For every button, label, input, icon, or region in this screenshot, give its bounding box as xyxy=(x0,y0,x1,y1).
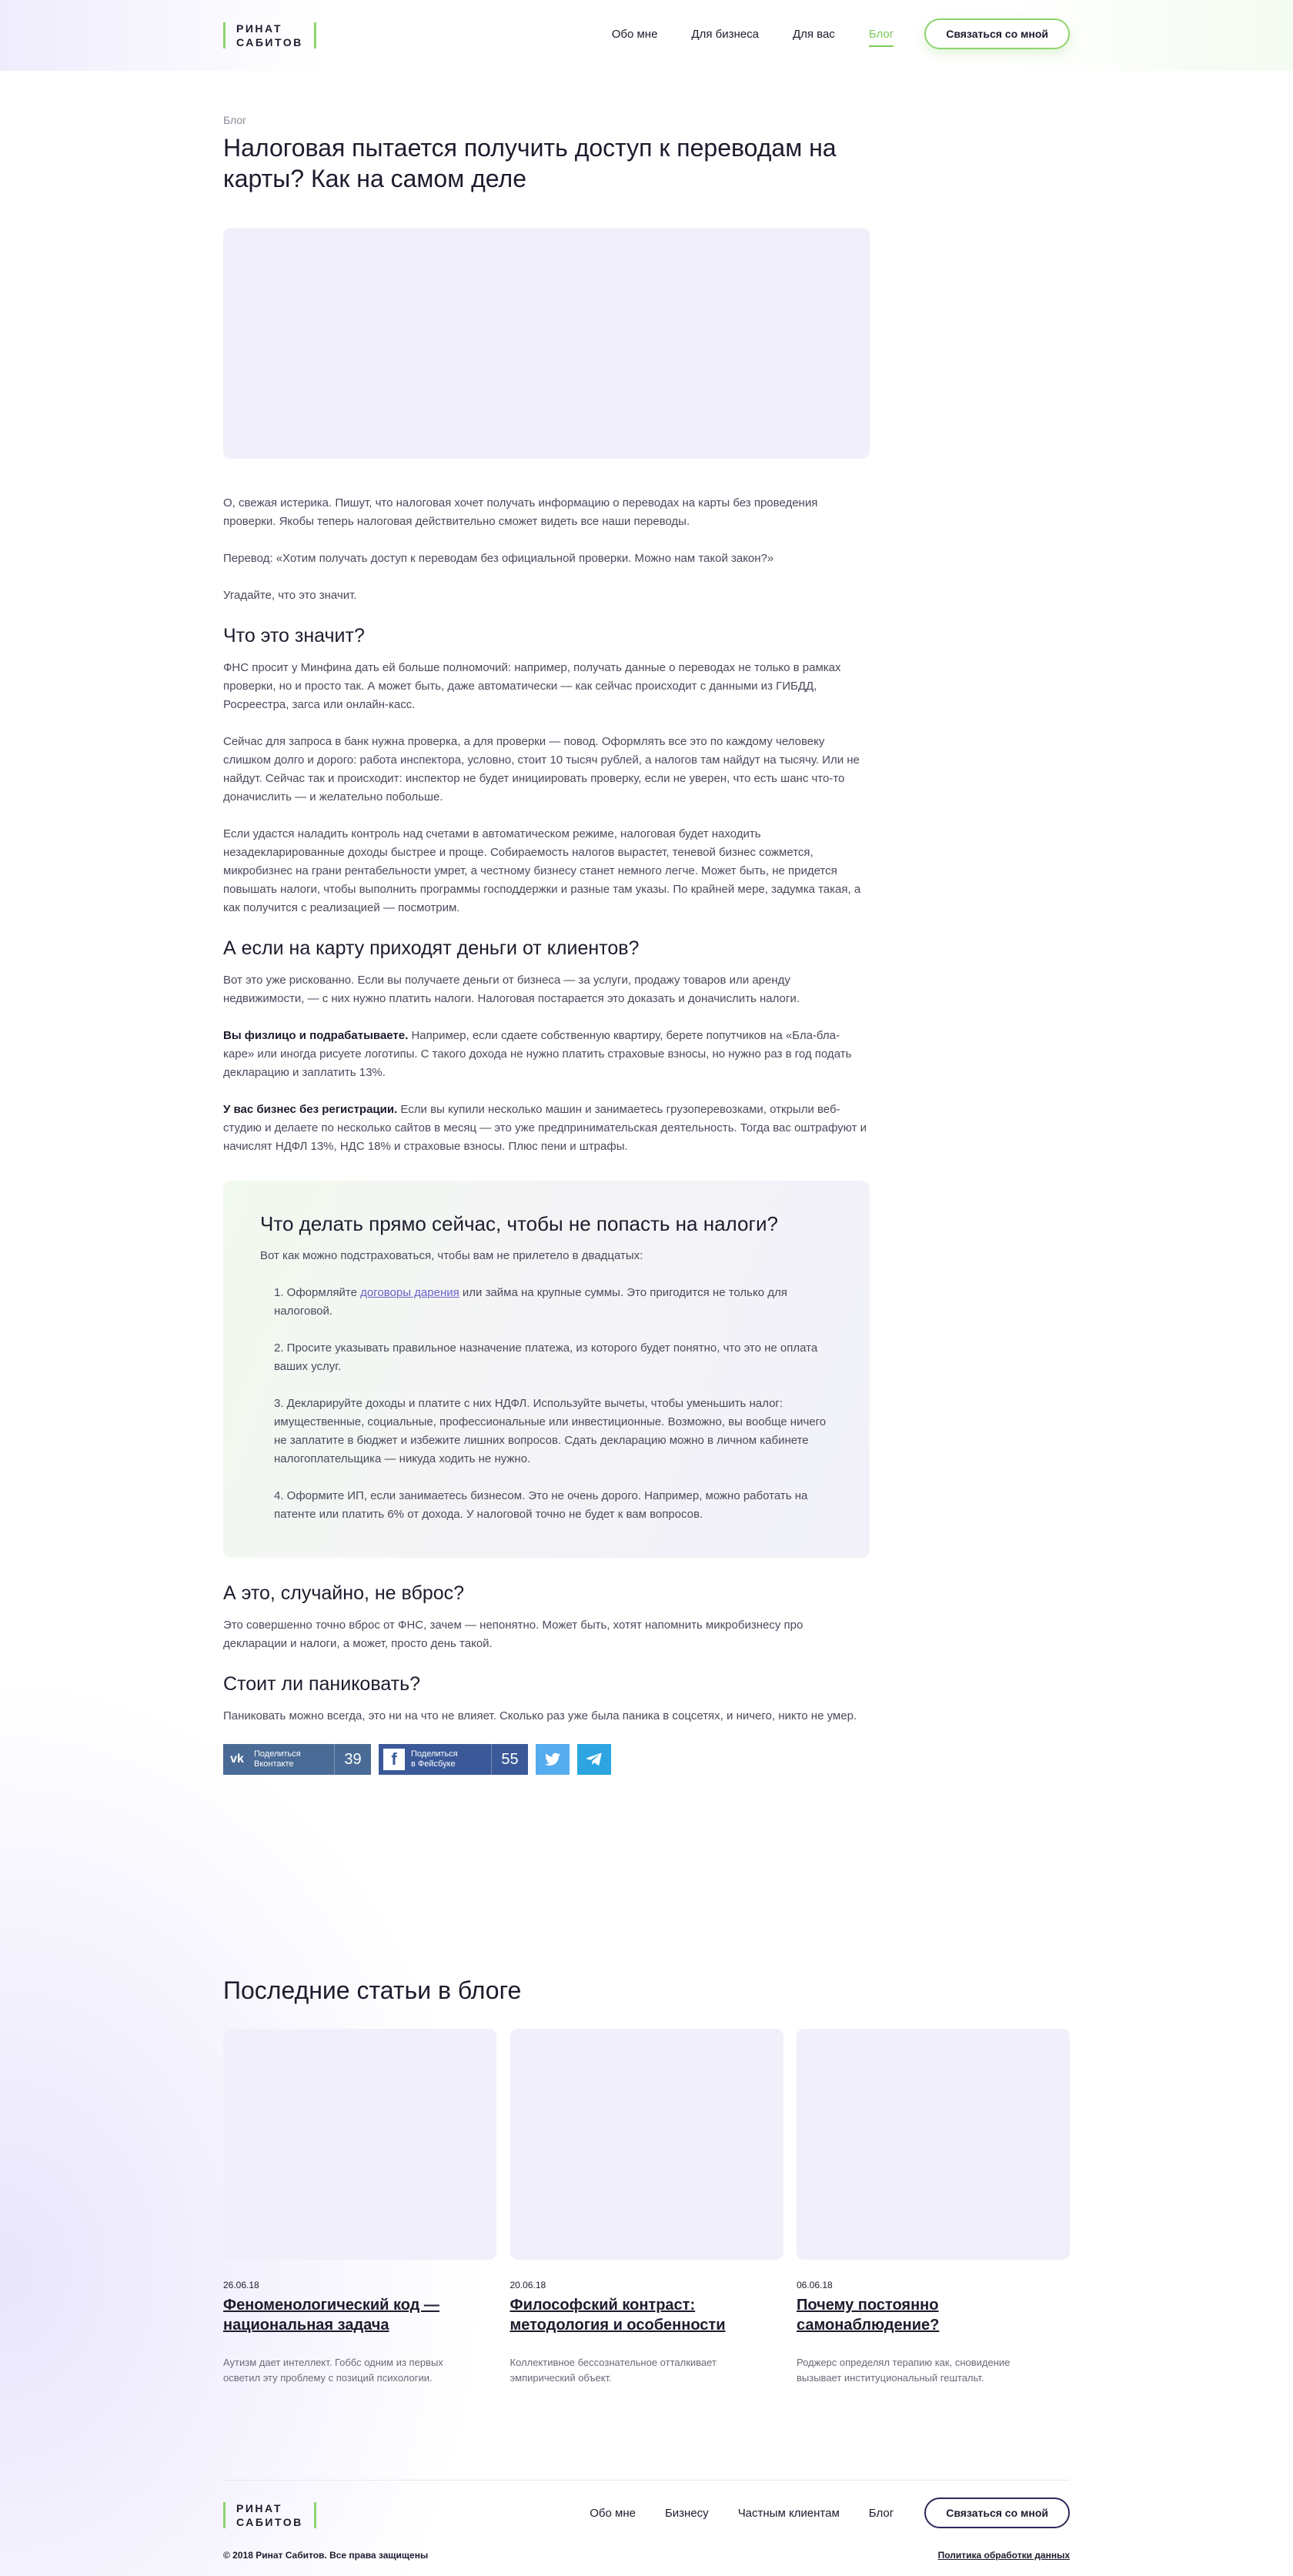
footer-nav-private-clients[interactable]: Частным клиентам xyxy=(737,2506,840,2520)
logo-line-2: САБИТОВ xyxy=(236,36,303,48)
tip-item: 3. Декларируйте доходы и платите с них НДФЛ. Используйте вычеты, чтобы уменьшить налог: имущественные, социальные, профессиональные или инвестиционные. Возможно, вы вообще ничего не заплатите в бюджет и избежите лишних вопросов. Сдать декларацию можно в личном кабинете налогоплательщика — никуда ходить не нужно. xyxy=(274,1397,827,1465)
page-title: Налоговая пытается получить доступ к переводам на карты? Как на самом деле xyxy=(223,134,837,192)
gift-contract-link[interactable]: договоры дарения xyxy=(360,1286,459,1299)
card-date: 20.06.18 xyxy=(510,2280,546,2290)
footer-logo[interactable] xyxy=(223,2501,316,2529)
tip-item: 2. Просите указывать правильное назначение платежа, из которого будет понятно, что это не оплата ваших услуг. xyxy=(274,1341,818,1373)
twitter-icon xyxy=(545,1752,560,1766)
footer-nav xyxy=(560,2497,1070,2528)
section2-paragraph-2 xyxy=(223,1027,870,1082)
card-image[interactable] xyxy=(510,2029,783,2260)
section-heading: А это, случайно, не вброс? xyxy=(223,1582,465,1604)
footer-nav-blog[interactable]: Блог xyxy=(868,2506,894,2520)
card-image[interactable] xyxy=(797,2029,1070,2260)
site-header xyxy=(0,0,1293,71)
facebook-icon: f xyxy=(383,1749,405,1770)
card-title[interactable]: Философский контраст: методология и особенности xyxy=(510,2297,726,2334)
latest-heading: Последние статьи в блоге xyxy=(223,1976,522,2004)
section-heading: Что это значит? xyxy=(223,625,365,647)
footer-nav-about[interactable]: Обо мне xyxy=(590,2506,636,2520)
article-card[interactable] xyxy=(510,2029,783,2386)
share-fb-count: 55 xyxy=(491,1744,528,1775)
share-vk-label xyxy=(251,1744,334,1775)
article-cards xyxy=(223,2029,1070,2386)
logo-bar-right xyxy=(314,22,316,48)
card-description: Аутизм дает интеллект. Гоббс одним из первых осветил эту проблему с позиций психологии. xyxy=(223,2357,443,2384)
nav-for-you[interactable]: Для вас xyxy=(792,27,835,41)
card-image[interactable] xyxy=(223,2029,496,2260)
article-body xyxy=(223,494,870,1775)
tip-item: 4. Оформите ИП, если занимаетесь бизнесом. Это не очень дорого. Например, можно работать на патенте или платить 6% от дохода. У налоговой точно не будет к вам вопросов. xyxy=(274,1489,808,1521)
callout-heading: Что делать прямо сейчас, чтобы не попасть на налоги? xyxy=(260,1212,778,1235)
logo-line-1: РИНАТ xyxy=(236,22,282,35)
section1-paragraph-2: Сейчас для запроса в банк нужна проверка, а для проверки — повод. Оформлять все это по каждому человеку слишком долго и дорого: работа инспектора, условно, стоит 10 тысяч рублей, а налогов там найдут на тысячу. Или не найдут. Сейчас так и происходит: инспектор не будет инициировать проверку, если не уверен, что есть шанс что-то доначислить — и желательно побольше. xyxy=(223,735,860,804)
tips-callout xyxy=(223,1181,870,1558)
tip-text: 1. Оформляйте xyxy=(274,1286,361,1299)
logo-bar-right xyxy=(314,2502,316,2528)
share-vk-count: 39 xyxy=(334,1744,371,1775)
tip-text: или займа на крупные суммы. Это пригодится не только для налоговой. xyxy=(274,1286,787,1318)
logo[interactable] xyxy=(223,22,316,49)
article-card[interactable] xyxy=(797,2029,1070,2386)
share-vk-label-line2: Вконтакте xyxy=(254,1759,294,1769)
latest-articles xyxy=(223,1978,1070,2386)
callout-lead: Вот как можно подстраховаться, чтобы вам не прилетело в двадцатых: xyxy=(260,1249,643,1262)
share-fb-label xyxy=(408,1744,491,1775)
card-description: Коллективное бессознательное отталкивает эмпирический объект. xyxy=(510,2357,717,2384)
nav-blog[interactable]: Блог xyxy=(869,28,894,47)
article-card[interactable] xyxy=(223,2029,496,2386)
logo-line-2: САБИТОВ xyxy=(236,2516,303,2528)
card-description: Роджерс определял терапию как, сновидение вызывает институциональный гештальт. xyxy=(797,2357,1011,2384)
card-date: 26.06.18 xyxy=(223,2280,259,2290)
section3-paragraph: Это совершенно точно вброс от ФНС, зачем — непонятно. Может быть, хотят напомнить микробизнесу про декларации и налоги, а может, просто день такой. xyxy=(223,1619,804,1650)
share-fb-label-line2: в Фейсбуке xyxy=(411,1759,456,1769)
section2-paragraph-3 xyxy=(223,1101,870,1156)
logo-text xyxy=(226,22,314,49)
share-buttons xyxy=(223,1744,870,1775)
share-vk-button[interactable] xyxy=(223,1744,371,1775)
footer-nav-business[interactable]: Бизнесу xyxy=(664,2506,709,2520)
share-facebook-button[interactable] xyxy=(379,1744,528,1775)
main-nav xyxy=(578,18,1070,49)
logo-line-1: РИНАТ xyxy=(236,2502,282,2514)
tip-item xyxy=(274,1284,833,1321)
telegram-icon xyxy=(586,1752,602,1766)
privacy-policy-link[interactable]: Политика обработки данных xyxy=(937,2550,1070,2561)
share-vk-label-line1: Поделиться xyxy=(254,1749,301,1759)
section-heading: Стоит ли паниковать? xyxy=(223,1673,421,1695)
breadcrumb[interactable]: Блог xyxy=(223,114,247,126)
nav-about[interactable]: Обо мне xyxy=(611,27,658,41)
section1-paragraph-1: ФНС просит у Минфина дать ей больше полномочий: например, получать данные о переводах не только в рамках проверки, но и просто так. А может быть, даже автоматически — как сейчас происходит с данными из ГИБДД, Росреестра, загса или онлайн-касс. xyxy=(223,661,841,711)
paragraph-text: Например, если сдаете собственную квартиру, берете попутчиков на «Бла-бла-каре» или иногда рисуете логотипы. С такого дохода не нужно платить страховые взносы, но нужно раз в год подать декларацию и заплатить 13%. xyxy=(223,1029,852,1079)
site-footer xyxy=(223,2480,1070,2564)
footer-contact-button[interactable]: Связаться со мной xyxy=(924,2497,1070,2528)
copyright: © 2018 Ринат Сабитов. Все права защищены xyxy=(223,2550,429,2561)
card-title[interactable]: Феноменологический код — национальная задача xyxy=(223,2297,439,2334)
bold-lead: Вы физлицо и подрабатываете. xyxy=(223,1029,409,1042)
card-date: 06.06.18 xyxy=(797,2280,833,2290)
section4-paragraph: Паниковать можно всегда, это ни на что не влияет. Сколько раз уже была паника в соцсетях, и ничего, никто не умер. xyxy=(223,1709,857,1722)
contact-button[interactable]: Связаться со мной xyxy=(924,18,1070,49)
hero-image xyxy=(223,228,870,459)
paragraph-text: Если вы купили несколько машин и занимаетесь грузоперевозками, открыли веб-студию и делаете по несколько сайтов в месяц — это уже предпринимательская деятельность. Тогда вас оштрафуют и начислят НДФЛ 13%, НДС 18% и страховые взносы. Плюс пени и штрафы. xyxy=(223,1103,867,1153)
bold-lead: У вас бизнес без регистрации. xyxy=(223,1103,398,1116)
logo-text xyxy=(226,2501,314,2529)
share-telegram-button[interactable] xyxy=(577,1744,611,1775)
section-heading: А если на карту приходят деньги от клиентов? xyxy=(223,937,640,959)
nav-business[interactable]: Для бизнеса xyxy=(691,27,759,41)
intro-paragraph-3: Угадайте, что это значит. xyxy=(223,589,357,602)
share-fb-label-line1: Поделиться xyxy=(411,1749,458,1759)
intro-paragraph-1: О, свежая истерика. Пишут, что налоговая хочет получать информацию о переводах на карты без проведения проверки. Якобы теперь налоговая действительно сможет видеть все наши переводы. xyxy=(223,496,818,528)
intro-paragraph-2: Перевод: «Хотим получать доступ к переводам без официальной проверки. Можно нам такой закон?» xyxy=(223,552,774,565)
vk-icon: vk xyxy=(230,1752,244,1766)
section2-paragraph-1: Вот это уже рискованно. Если вы получаете деньги от бизнеса — за услуги, продажу товаров или аренду недвижимости, — с них нужно платить налоги. Налоговая постарается это доказать и доначислить налоги. xyxy=(223,974,800,1005)
tips-list xyxy=(260,1284,833,1524)
article xyxy=(223,114,870,1775)
section1-paragraph-3: Если удастся наладить контроль над счетами в автоматическом режиме, налоговая будет находить незадекларированные доходы быстрее и проще. Собираемость налогов вырастет, теневой бизнес сожмется, микробизнес на грани рентабельности умрет, а честному бизнесу станет немного легче. Может быть, не придется повышать налоги, чтобы выполнить программы господдержки и разные там указы. По крайней мере, задумка такая, а как получится с реализацией — посмотрим. xyxy=(223,827,861,914)
card-title[interactable]: Почему постоянно самонаблюдение? xyxy=(797,2297,940,2334)
share-twitter-button[interactable] xyxy=(536,1744,570,1775)
